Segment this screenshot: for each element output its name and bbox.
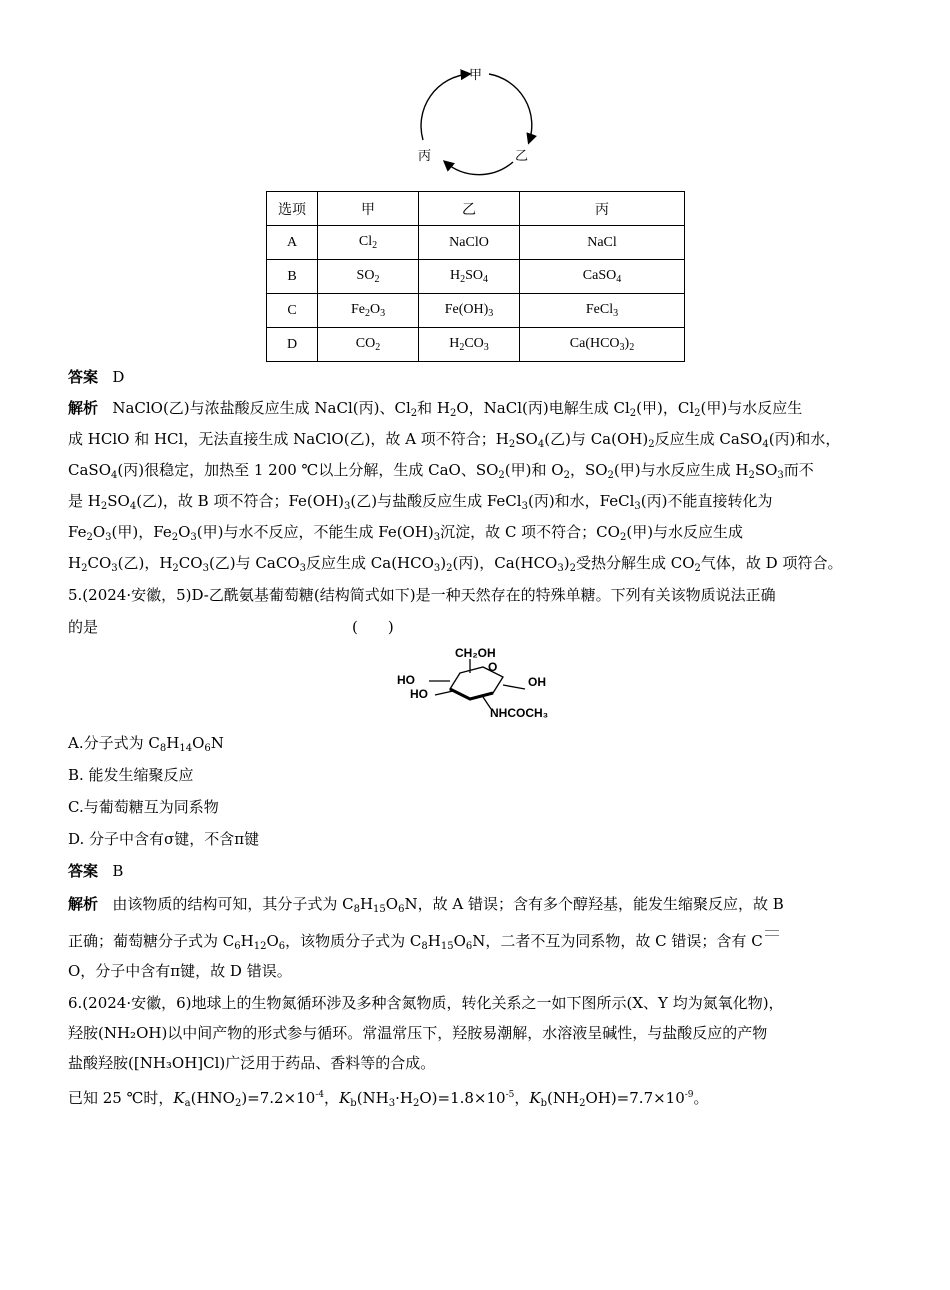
cell-jia: $Fe_2O_3$: [318, 294, 419, 328]
options-table: [266, 191, 685, 362]
cell-bing: NaCl: [520, 226, 685, 260]
cell-yi: $H_2SO_4$: [419, 260, 520, 294]
cell-jia: $Cl_2$: [318, 226, 419, 260]
option-letter: A: [267, 226, 318, 260]
q4-analysis-3: CaSO$_4$(丙)很稳定，加热至 1 200 ℃以上分解，生成 CaO、$SO_2$(甲)和 $O_2$，$SO_2$(甲)与水反应生成 $H_2SO_3$而不: [68, 461, 814, 481]
table-header-row: [267, 192, 685, 226]
arrow-bing-to-jia: [421, 74, 469, 140]
table-row: [267, 328, 685, 362]
q5-stem-1: 5.(2024·安徽，5)D-乙酰氨基葡萄糖(结构简式如下)是一种天然存在的特殊单糖。下列有关该物质说法正确: [68, 586, 776, 604]
cell-bing: $Ca(HCO_3)_2$: [520, 328, 685, 362]
table-row: [267, 294, 685, 328]
cell-bing: CaSO$_4$: [520, 260, 685, 294]
header-cell: 甲: [318, 192, 419, 226]
cycle-label-jia: 甲: [469, 68, 483, 83]
cell-bing: FeCl$_3$: [520, 294, 685, 328]
header-cell: 选项: [267, 192, 318, 226]
q4-analysis-6: $H_2CO_3$(乙)，$H_2CO_3$(乙)与 CaCO$_3$反应生成 $Ca(HCO_3)_2$(丙)，$Ca(HCO_3)_2$受热分解生成 $CO_2$气体，故 D 项符合。: [68, 554, 843, 574]
q6-line-2: 羟胺(NH₂OH)以中间产物的形式参与循环。常温常压下，羟胺易潮解，水溶液呈碱性，与盐酸反应的产物: [68, 1024, 768, 1042]
q5-answer: 答案 B: [68, 862, 124, 880]
q4-analysis-5: $Fe_2O_3$(甲)，$Fe_2O_3$(甲)与水不反应，不能生成 $Fe(OH)_3$沉淀，故 C 项不符合；$CO_2$(甲)与水反应生成: [68, 523, 744, 543]
struct-ch2oh: CH₂OH: [455, 646, 496, 660]
cycle-label-bing: 丙: [418, 149, 432, 164]
q4-answer: 答案 D: [68, 368, 125, 386]
q5-option-b: B. 能发生缩聚反应: [68, 766, 194, 784]
q5-analysis-3: O，分子中含有π键，故 D 错误。: [68, 962, 292, 980]
q5-option-d: D. 分子中含有σ键，不含π键: [68, 830, 260, 848]
option-letter: D: [267, 328, 318, 362]
cell-yi: $H_2CO_3$: [419, 328, 520, 362]
struct-ho2: HO: [410, 687, 428, 701]
arrow-jia-to-yi: [489, 74, 532, 142]
q6-line-4: 已知 25 ℃时，$K_a(HNO_2)=7.2\times 10^{-4}$，$K_b(NH_3\cdot H_2O)=1.8\times 10^{-5}$，$K_b(NH_2OH)=7.7\times 10^{-9}$。: [68, 1089, 709, 1109]
arrow-yi-to-bing: [445, 162, 513, 175]
q4-analysis-4: 是 $H_2SO_4$(乙)，故 B 项不符合；$Fe(OH)_3$(乙)与盐酸反应生成 FeCl$_3$(丙)和水，FeCl$_3$(丙)不能直接转化为: [68, 492, 773, 512]
struct-nhcoch3: NHCOCH₃: [490, 706, 549, 720]
q5-stem-2: 的是: [68, 618, 99, 636]
q5-option-a: A.分子式为 $C_8H_{14}O_6N$: [68, 734, 224, 754]
q5-analysis-2: 正确；葡萄糖分子式为 $C_6H_{12}O_6$，该物质分子式为 $C_8H_{15}O_6N$，二者不互为同系物，故 C 错误；含有 C: [68, 930, 779, 958]
answer-bracket: ( ): [352, 618, 394, 636]
table-row: [267, 226, 685, 260]
cycle-label-yi: 乙: [515, 149, 529, 164]
q5-option-c: C.与葡萄糖互为同系物: [68, 798, 219, 816]
cell-yi: $Fe(OH)_3$: [419, 294, 520, 328]
cell-jia: $SO_2$: [318, 260, 419, 294]
table-row: [267, 260, 685, 294]
cell-yi: NaClO: [419, 226, 520, 260]
header-cell: 丙: [520, 192, 685, 226]
struct-ho1: HO: [397, 673, 415, 687]
q6-line-1: 6.(2024·安徽，6)地球上的生物氮循环涉及多种含氮物质，转化关系之一如下图所示(X、Y 均为氮氧化物)，: [68, 994, 784, 1012]
header-cell: 乙: [419, 192, 520, 226]
option-letter: C: [267, 294, 318, 328]
q4-analysis-2: 成 HClO 和 HCl，无法直接生成 NaClO(乙)，故 A 项不符合；$H_2SO_4$(乙)与 $Ca(OH)_2$反应生成 CaSO$_4$(丙)和水，: [68, 430, 841, 450]
q6-line-3: 盐酸羟胺([NH₃OH]Cl)广泛用于药品、香料等的合成。: [68, 1054, 436, 1072]
q5-analysis-1: 解析 由该物质的结构可知，其分子式为 $C_8H_{15}O_6N$，故 A 错误；含有多个醇羟基，能发生缩聚反应，故 B: [68, 895, 784, 915]
q4-analysis-1: 解析 NaClO(乙)与浓盐酸反应生成 NaCl(丙)、$Cl_2$和 $H_2O$，NaCl(丙)电解生成 $Cl_2$(甲)，$Cl_2$(甲)与水反应生: [68, 399, 803, 419]
option-letter: B: [267, 260, 318, 294]
struct-oh: OH: [528, 675, 546, 689]
struct-o: O: [488, 660, 498, 674]
cell-jia: $CO_2$: [318, 328, 419, 362]
